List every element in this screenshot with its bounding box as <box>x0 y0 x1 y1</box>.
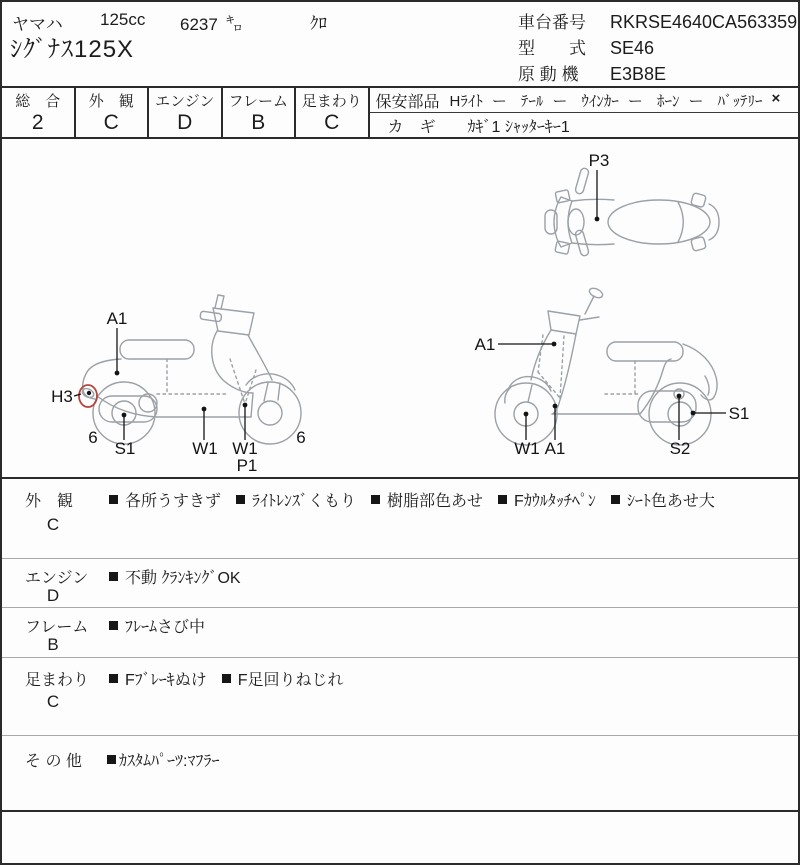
diagram-label-a1: A1 <box>106 309 128 328</box>
safety-item-taillight <box>521 90 568 111</box>
engine-code-value: E3B8E <box>610 64 667 84</box>
key-row <box>370 113 799 137</box>
safety-item-headlight <box>450 90 507 111</box>
leader-dot <box>595 217 600 222</box>
leader-dot <box>115 371 120 376</box>
safety-item-horn <box>657 90 704 111</box>
diagram-label-p3: P3 <box>588 151 610 170</box>
leader-dot <box>552 342 557 347</box>
detail-row-engine <box>2 559 798 607</box>
rating-label: エンジン <box>155 93 215 110</box>
handle-grip-top <box>575 167 590 194</box>
detail-item-text: ﾌﾚｰﾑさび中 <box>125 619 206 636</box>
seat <box>608 200 710 244</box>
front-hub <box>258 401 282 425</box>
safety-item-battery <box>717 90 780 111</box>
rating-label: フレーム <box>228 93 288 110</box>
model-code-value: SE46 <box>610 38 655 58</box>
right-view-annotations <box>475 335 750 458</box>
detail-item <box>107 748 219 771</box>
underbody <box>97 396 157 417</box>
detail-item <box>371 488 483 511</box>
diagram-label-s1: S1 <box>114 439 136 458</box>
detail-label: そ の 他 <box>25 753 82 770</box>
detail-items <box>107 748 219 771</box>
detail-items <box>109 667 344 690</box>
mileage-unit: ㌔ <box>225 15 243 34</box>
chassis-number-value: RKRSE4640CA563359 <box>610 12 798 32</box>
scooter-right-view-art <box>495 286 717 445</box>
diagram-label-p1: P1 <box>236 456 258 475</box>
diagram-label-six-right: 6 <box>296 428 306 447</box>
bullet-square-icon <box>109 572 118 581</box>
safety-item-label: Hﾗｲﾄ <box>449 92 483 110</box>
rear-peg-top <box>691 193 707 208</box>
detail-item-text: 各所うすきず <box>125 493 222 510</box>
leader-dot <box>87 391 91 395</box>
headlamp <box>568 209 584 235</box>
rating-cell-exterior <box>76 88 150 137</box>
rating-value: D <box>177 111 193 134</box>
safety-parts-title: 保安部品 <box>375 93 440 111</box>
diagram-label-a1-top: A1 <box>474 335 496 354</box>
muffler <box>99 396 157 422</box>
meter-visor <box>548 311 580 334</box>
detail-item-text: 不動 ｸﾗﾝｷﾝｸﾞOK <box>125 570 241 587</box>
detail-grade: B <box>47 635 59 654</box>
detail-label: 足まわり <box>25 672 90 689</box>
leader-dot <box>691 411 696 416</box>
mirror-bottom <box>555 241 570 254</box>
rating-value: B <box>251 111 266 134</box>
detail-label: 外 観 <box>25 493 74 510</box>
diagram-label-w1: W1 <box>192 439 218 458</box>
handlebar <box>580 317 599 320</box>
seat-seam <box>678 202 683 242</box>
leader-dot <box>202 407 207 412</box>
chassis-number-label: 車台番号 <box>518 13 586 32</box>
safety-parts-box <box>370 88 799 137</box>
safety-item-value: ー <box>491 92 507 110</box>
safety-item-winker <box>581 90 643 111</box>
detail-item-text: Fﾌﾞﾚｰｷぬけ <box>125 672 207 689</box>
leader-dot <box>122 413 127 418</box>
detail-item-text: Fｶｳﾙﾀｯﾁﾍﾟﾝ <box>514 493 596 510</box>
body-color: ｸﾛ <box>310 14 327 33</box>
safety-item-value: ー <box>627 92 643 110</box>
detail-item-text: ｶｽﾀﾑﾊﾟｰﾂ:ﾏﾌﾗｰ <box>119 753 220 770</box>
front-fork <box>264 383 280 401</box>
detail-item <box>109 614 205 637</box>
detail-item <box>498 488 596 511</box>
detail-items <box>109 614 205 637</box>
mirror <box>200 311 222 322</box>
detail-item-text: F足回りねじれ <box>237 672 344 689</box>
front-fork <box>528 385 532 402</box>
seat <box>120 340 194 359</box>
bullet-square-icon <box>109 621 118 630</box>
panel-seams-dotted <box>157 359 256 404</box>
notes-empty-box <box>2 812 798 863</box>
safety-item-label: ﾃｰﾙ <box>520 92 544 110</box>
rating-cell-overall <box>2 88 76 137</box>
safety-item-label: ﾊﾞｯﾃﾘｰ <box>717 92 763 110</box>
bullet-square-icon <box>222 674 231 683</box>
detail-item-text: ｼｰﾄ色あせ大 <box>626 493 715 510</box>
legshield-back-edge <box>552 334 576 414</box>
muffler-cover <box>638 391 696 422</box>
diagram-label-w1b: W1 <box>232 439 258 458</box>
damage-diagram-area <box>2 139 798 477</box>
rating-value: C <box>324 111 340 134</box>
bullet-square-icon <box>107 755 116 764</box>
detail-row-exterior <box>2 479 798 558</box>
leader-dot <box>524 412 529 417</box>
detail-row-frame <box>2 608 798 657</box>
detail-items <box>109 565 241 588</box>
detail-item <box>236 488 356 511</box>
diagram-label-s2: S2 <box>669 439 691 458</box>
scooter-right-view-drawing <box>452 280 762 475</box>
detail-item <box>109 667 207 690</box>
detail-items <box>109 488 715 511</box>
detail-grade: C <box>46 515 60 534</box>
leader-dot <box>243 403 248 408</box>
diagram-label-s1: S1 <box>728 404 750 423</box>
safety-item-value: × <box>771 89 781 107</box>
detail-grade: D <box>46 586 60 605</box>
leader-line <box>74 394 81 396</box>
diagram-label-six-left: 6 <box>88 428 98 447</box>
left-view-annotations <box>51 309 306 475</box>
floor-edge-top <box>572 199 614 201</box>
safety-item-label: ﾎｰﾝ <box>656 92 680 110</box>
model-name: ｼｸﾞﾅｽ125X <box>10 36 135 63</box>
safety-parts-row <box>370 88 799 113</box>
bullet-square-icon <box>371 495 380 504</box>
model-code-row <box>518 34 654 59</box>
ratings-table <box>2 88 370 137</box>
safety-item-value: ー <box>552 92 568 110</box>
rating-label: 総 合 <box>15 93 61 110</box>
rating-label: 外 観 <box>88 93 134 110</box>
diagram-label-h3: H3 <box>51 387 73 406</box>
rear-wheel <box>649 383 711 445</box>
detail-item <box>611 488 715 511</box>
handlebar-stem <box>215 295 224 309</box>
key-label: カ ギ <box>387 118 436 136</box>
displacement: 125cc <box>100 10 146 29</box>
safety-item-label: ｳｲﾝｶｰ <box>581 92 619 110</box>
maker-name: ヤマハ <box>12 15 63 34</box>
detail-item-text: 樹脂部色あせ <box>387 493 484 510</box>
diagram-label-a1-bottom: A1 <box>544 439 566 458</box>
bullet-square-icon <box>236 495 245 504</box>
detail-grade: C <box>46 692 60 711</box>
detail-item <box>109 565 241 588</box>
bullet-square-icon <box>109 674 118 683</box>
detail-item <box>109 488 221 511</box>
front-wheel <box>239 382 301 444</box>
chassis-number-row <box>518 8 797 33</box>
rating-label: 足まわり <box>301 93 362 110</box>
rating-cell-frame <box>223 88 297 137</box>
detail-row-other <box>2 736 798 810</box>
engine-code-row <box>518 60 666 85</box>
scooter-top-view-drawing <box>532 147 800 262</box>
rating-cell-undercarriage <box>296 88 370 137</box>
rating-cell-engine <box>149 88 223 137</box>
floor-edge-bottom <box>572 243 614 245</box>
scooter-left-view-drawing <box>37 280 327 475</box>
rear-peg-bottom <box>691 236 707 251</box>
bullet-square-icon <box>498 495 507 504</box>
diagram-label-w1: W1 <box>514 439 540 458</box>
rear-cowl <box>683 344 717 397</box>
rating-value: 2 <box>31 111 44 134</box>
detail-label: エンジン <box>25 570 89 587</box>
p3-annotation <box>589 151 610 221</box>
mileage <box>180 10 243 35</box>
detail-item-text: ﾗｲﾄﾚﾝｽﾞくもり <box>252 493 357 510</box>
key-value: ｶｷﾞ1 ｼｬｯﾀｰｷｰ1 <box>467 118 570 136</box>
model-code-label: 型 式 <box>518 39 586 58</box>
bullet-square-icon <box>109 495 118 504</box>
leader-dot <box>553 404 558 409</box>
safety-item-value: ー <box>688 92 704 110</box>
engine-code-label: 原 動 機 <box>518 65 579 84</box>
tail-lamp-line <box>705 376 709 395</box>
scooter-top-view-art <box>545 167 719 256</box>
detail-row-undercarriage <box>2 658 798 735</box>
mirror <box>588 286 604 299</box>
bullet-square-icon <box>611 495 620 504</box>
leader-dot <box>677 394 682 399</box>
mileage-value: 6237 <box>180 15 218 34</box>
detail-item <box>222 667 344 690</box>
rating-value: C <box>103 111 119 134</box>
mirror-top <box>555 190 570 203</box>
seat <box>607 342 683 361</box>
detail-label: フレーム <box>25 619 89 636</box>
mirror-stem <box>585 296 594 314</box>
